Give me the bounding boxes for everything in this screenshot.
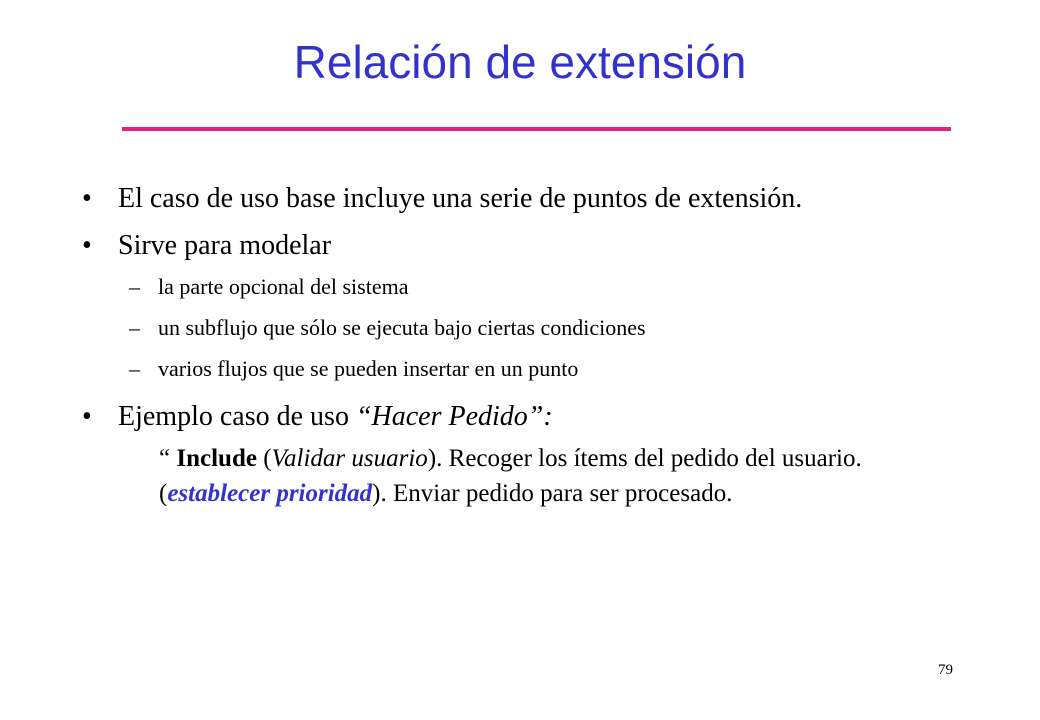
example-middle-text: ). Recoger los ítems del pedido del usuario. ( [159, 445, 862, 507]
example-open-quote: “ [159, 445, 177, 472]
bullet-item-2 [82, 227, 962, 265]
page-number: 79 [938, 662, 953, 678]
bullet-item-1 [82, 180, 962, 218]
include-argument: Validar usuario [271, 445, 428, 472]
sub-text: la parte opcional del sistema [158, 274, 409, 299]
slide-title: Relación de extensión [293, 36, 747, 88]
sub-marker: – [129, 315, 140, 340]
include-keyword: Include [176, 445, 257, 472]
example-paren-open: ( [256, 445, 272, 472]
sub-marker: – [129, 274, 140, 299]
bullet-marker: • [82, 230, 92, 261]
sub-marker: – [129, 356, 140, 381]
example-paragraph [82, 441, 929, 511]
bullet-marker: • [82, 401, 92, 432]
bullet-item-3 [82, 398, 962, 436]
slide-content [82, 180, 962, 511]
example-end-text: ). Enviar pedido para ser procesado. [372, 480, 733, 507]
bullet-marker: • [82, 183, 92, 214]
title-divider [122, 127, 951, 131]
bullet-text: Ejemplo caso de uso [118, 401, 356, 432]
sub-text: un subflujo que sólo se ejecuta bajo ciertas condiciones [158, 315, 646, 340]
use-case-name: “Hacer Pedido”: [355, 401, 553, 432]
sub-item-2 [82, 313, 962, 343]
bullet-text: El caso de uso base incluye una serie de puntos de extensión. [118, 183, 803, 214]
sub-item-1 [82, 272, 962, 302]
sub-text: varios flujos que se pueden insertar en un punto [158, 356, 579, 381]
sub-item-3 [82, 354, 962, 384]
bullet-text: Sirve para modelar [118, 230, 332, 261]
extension-point: establecer prioridad [167, 480, 373, 507]
